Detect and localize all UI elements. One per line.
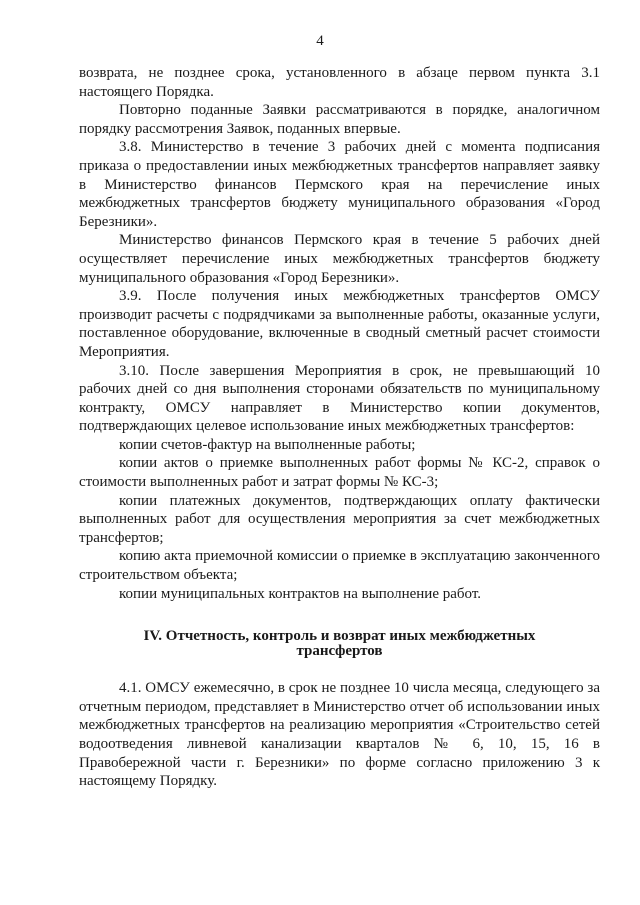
paragraph-resubmission: Повторно поданные Заявки рассматриваются в порядке, аналогичном порядку рассмотрения Заявок, поданных впервые.	[79, 102, 600, 137]
section-heading-line2: трансфертов	[296, 643, 383, 660]
section-heading-line1: IV. Отчетность, контроль и возврат иных межбюджетных	[143, 628, 536, 645]
paragraph-3-8: 3.8. Министерство в течение 3 рабочих дней с момента подписания приказа о предоставлении иных межбюджетных трансфертов направляет заявку в Министерство финансов Пермского края на перечисление иных межбюджетных трансфертов бюджету муниципального образования «Город Березники».	[79, 139, 600, 230]
list-item-ks2-acts: копии актов о приемке выполненных работ формы № КС-2, справок о стоимости выполненных работ и затрат формы № КС-3;	[79, 455, 600, 491]
section-heading-iv	[79, 629, 600, 659]
paragraph-4-1: 4.1. ОМСУ ежемесячно, в срок не позднее 10 числа месяца, следующего за отчетным периодом, представляет в Министерство отчет об использовании иных межбюджетных трансфертов на реализацию мероприятия «Строительство сетей водоотведения ливневой канализации кварталов № 6, 10, 15, 16 в Правобережной части г. Березники» по форме согласно приложению 3 к настоящему Порядку.	[79, 680, 600, 790]
paragraph-3-10: 3.10. После завершения Мероприятия в срок, не превышающий 10 рабочих дней со дня выполнения сторонами обязательств по муниципальному контракту, ОМСУ направляет в Министерство копии документов, подтверждающих целевое использование иных межбюджетных трансфертов:	[79, 362, 600, 435]
paragraph-continuation: возврата, не позднее срока, установленного в абзаце первом пункта 3.1 настоящего Порядка.	[79, 65, 600, 100]
list-item-contracts: копии муниципальных контрактов на выполнение работ.	[119, 585, 482, 602]
page-number: 4	[316, 33, 324, 49]
paragraph-3-9: 3.9. После получения иных межбюджетных трансфертов ОМСУ производит расчеты с подрядчиками за выполненные работы, оказанные услуги, поставленное оборудование, включенные в сводный сметный расчет стоимости Мероприятия.	[79, 288, 600, 360]
paragraph-finance-ministry: Министерство финансов Пермского края в течение 5 рабочих дней осуществляет перечисление иных межбюджетных трансфертов бюджету муниципального образования «Город Березники».	[79, 232, 600, 286]
document-body	[79, 64, 600, 791]
list-item-acceptance-act: копию акта приемочной комиссии о приемке в эксплуатацию законченного строительством объекта;	[79, 548, 600, 584]
list-item-invoices: копии счетов-фактур на выполненные работы;	[119, 436, 416, 453]
list-item-payment-docs: копии платежных документов, подтверждающих оплату фактически выполненных работ для осуществления мероприятия за счет межбюджетных трансфертов;	[79, 492, 600, 546]
